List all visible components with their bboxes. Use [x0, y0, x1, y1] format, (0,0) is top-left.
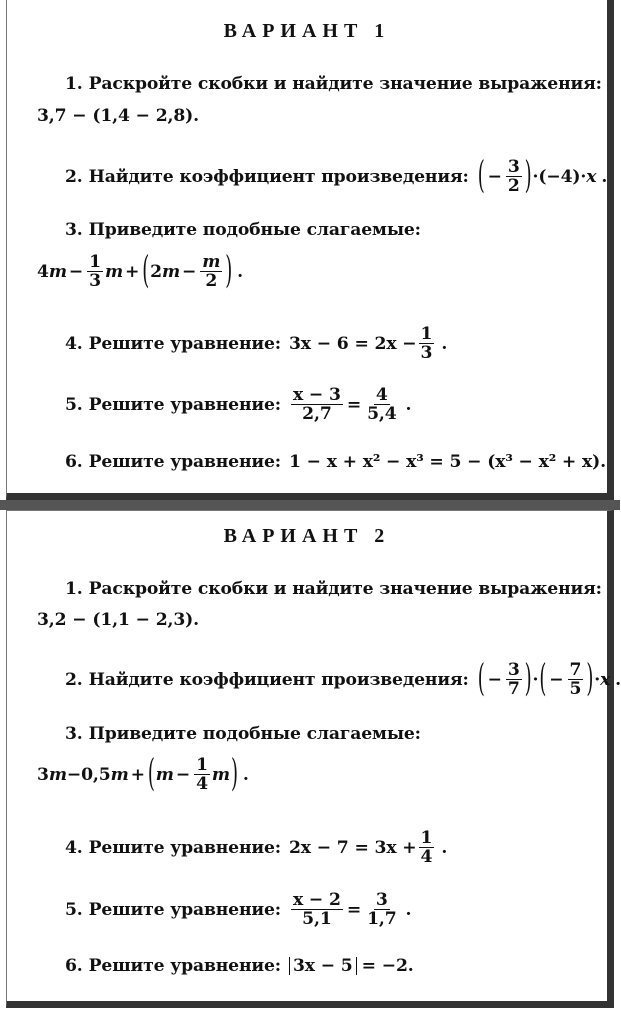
v2-task-3: 3. Приведите подобные слагаемые:: [65, 724, 421, 744]
variant-1-card: [6, 0, 614, 500]
v1-task-3: 3. Приведите подобные слагаемые:: [65, 220, 421, 240]
card-separator: [0, 500, 620, 510]
variant-2-card: [6, 510, 621, 1008]
v1-task-2: 2. Найдите коэффициент произведения: ( − $\frac{3}{2}$ ) ·(−4)· x .: [65, 153, 608, 198]
fraction: $\frac{4}{5,4}$: [367, 385, 397, 425]
v1-task-1: 1. Раскройте скобки и найдите значение выражения:: [65, 74, 602, 94]
v2-task-3-expression: 3 m −0,5 m + ( m − $\frac{1}{4}$ m ) .: [37, 751, 249, 796]
fraction: $\frac{7}{5}$: [569, 660, 582, 700]
fraction: $\frac{3}{7}$: [507, 660, 520, 700]
v1-task-3-expression: 4 m − $\frac{1}{3}$ m + ( 2 m − $\frac{m}{2}$ ) .: [37, 248, 244, 293]
v1-task-2-math: ( − $\frac{3}{2}$ ) ·(−4)· x .: [477, 153, 608, 198]
fraction: $\frac{1}{3}$: [89, 252, 101, 292]
variant-1-title: ВАРИАНТ 1: [223, 20, 391, 42]
fraction: $\frac{3}{1,7}$: [367, 890, 397, 930]
absolute-value: 3x − 5: [289, 957, 357, 976]
v2-task-1-expression: 3,2 − (1,1 − 2,3).: [37, 610, 199, 630]
fraction: $\frac{1}{3}$: [420, 324, 433, 364]
fraction: $\frac{m}{2}$: [202, 252, 221, 292]
v1-task-4: 4. Решите уравнение: 3x − 6 = 2x − $\frac{1}{3}$ .: [65, 324, 448, 364]
v2-task-6: 6. Решите уравнение: 3x − 5 = −2.: [65, 955, 414, 976]
fraction: $\frac{1}{4}$: [420, 828, 433, 868]
v2-task-4: 4. Решите уравнение: 2x − 7 = 3x + $\frac{1}{4}$ .: [65, 828, 448, 868]
variant-2-title: ВАРИАНТ 2: [223, 525, 391, 547]
v2-task-5: 5. Решите уравнение: $\frac{x - 2}{5,1}$ = $\frac{3}{1,7}$ .: [65, 890, 412, 930]
fraction: $\frac{x - 3}{2,7}$: [292, 385, 341, 425]
v1-task-5: 5. Решите уравнение: $\frac{x - 3}{2,7}$ = $\frac{4}{5,4}$ .: [65, 385, 412, 425]
fraction: $\frac{1}{4}$: [196, 755, 208, 795]
v2-task-1: 1. Раскройте скобки и найдите значение выражения:: [65, 579, 602, 599]
fraction: $\frac{3}{2}$: [507, 157, 520, 197]
v1-task-1-expression: 3,7 − (1,4 − 2,8).: [37, 106, 199, 126]
fraction: $\frac{x - 2}{5,1}$: [292, 890, 341, 930]
v1-task-6: 6. Решите уравнение: 1 − x + x² − x³ = 5 − (x³ − x² + x).: [65, 452, 606, 472]
v2-task-2: 2. Найдите коэффициент произведения: ( − $\frac{3}{7}$ ) · ( − $\frac{7}{5}$ ) · x .: [65, 656, 621, 701]
